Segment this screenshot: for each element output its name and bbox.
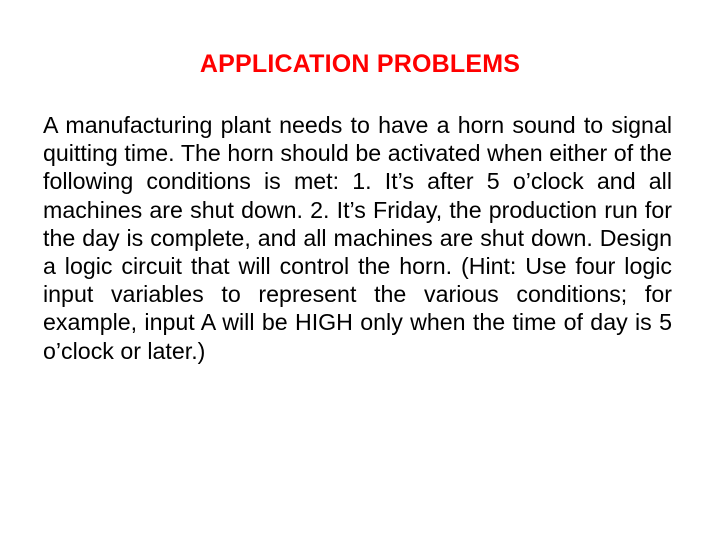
problem-text: A manufacturing plant needs to have a horn sound to signal quitting time. The horn should be activated when either of the following conditions is met: 1. It’s after 5 o’clock and all machines are shut down. 2. It’s Friday, the production run for the day is complete, and all machines are shut down. Design a logic circuit that will control the horn. (Hint: Use four logic input variables to represent the various conditions; for example, input A will be HIGH only when the time of day is 5 o’clock or later.) bbox=[43, 112, 672, 364]
slide-title: APPLICATION PROBLEMS bbox=[199, 50, 521, 78]
